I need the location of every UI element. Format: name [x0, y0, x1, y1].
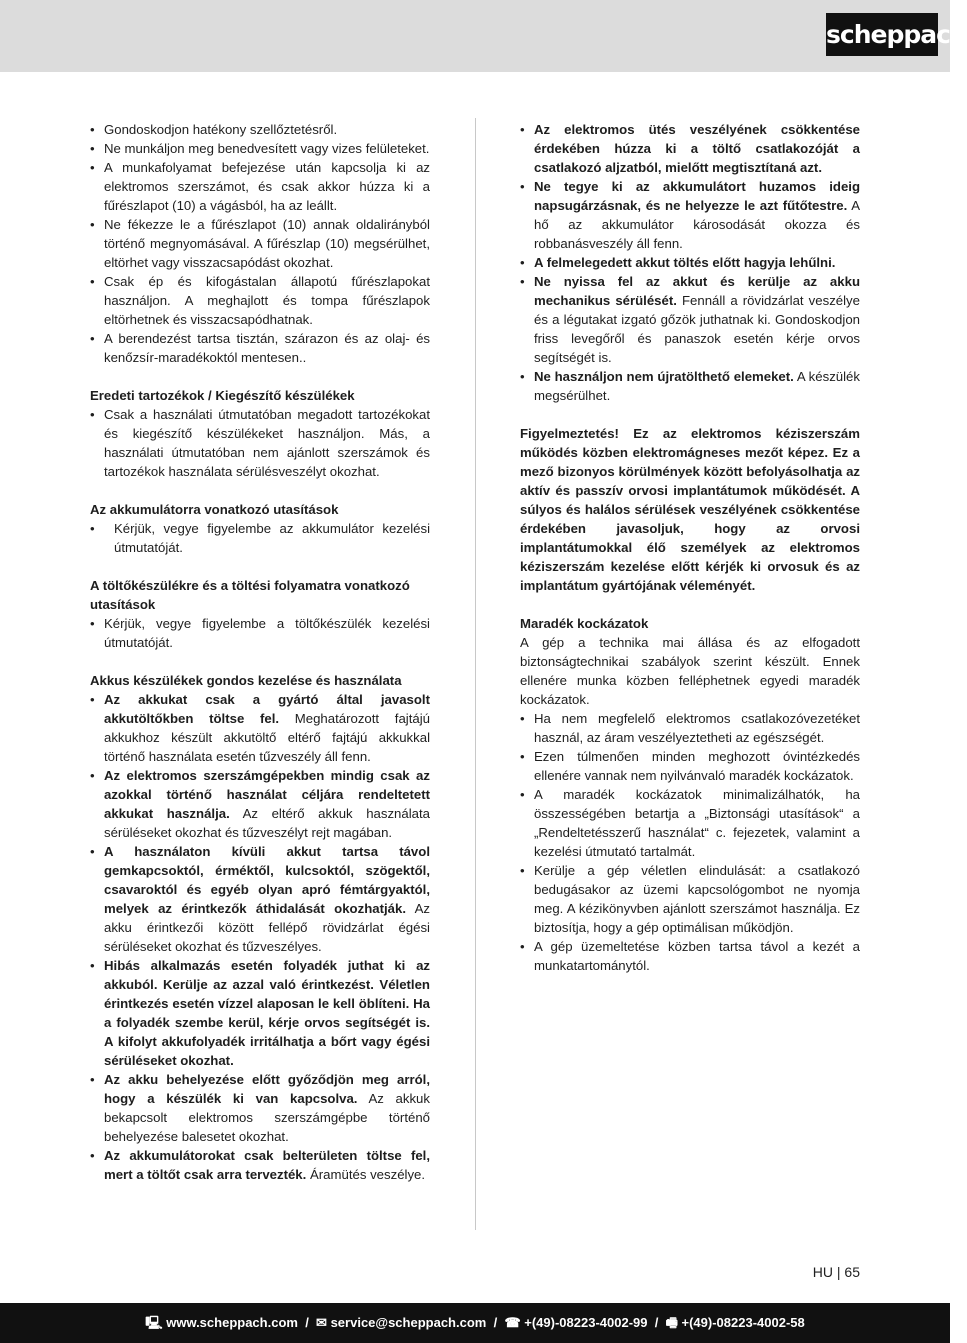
list-item: • Ne fékezze le a fűrészlapot (10) annak oldalirányból történő megnyomásával. A fűrészlap (10) megsérülhet, eltörhet vagy visszacsapódást okozhat. [90, 217, 430, 270]
list-item: • Ne nyissa fel az akkut és kerülje az akku mechanikus sérülését. Fennáll a rövidzárlat veszélye és a légutakat izgató gőzök juthatnak ki. Gondoskodjon friss levegőről és panaszok esetén kérje orvos segítségét is. [520, 274, 860, 365]
page-number: HU | 65 [812, 1264, 860, 1280]
list-item: • Hibás alkalmazás esetén folyadék juthat ki az akkuból. Kerülje az azzal való érintkezést. Véletlen érintkezés esetén vízzel alaposan le kell öblíteni. Ha a folyadék szembe kerül, kérje orvos segítségét is. A kifolyt akkufolyadék irritálhatja a bőrt vagy égési sérüléseket okozhat. [90, 958, 430, 1068]
brand-logo: scheppach [826, 13, 938, 56]
fax-icon: 🖷 [665, 1315, 678, 1330]
list-item: • A használaton kívüli akkut tartsa távol gemkapcsoktól, érméktől, kulcsoktól, szögektől, csavaroktól és egyéb olyan apró fémtárgyaktól, melyek az érintkezők áthidalását okozhatják. Az akku érintkezői között fellépő rövidzárlat égési sérüléseket okozhat és tűzveszélyes. [90, 844, 431, 954]
list-item: • Az elektromos ütés veszélyének csökkentése érdekében húzza ki a töltő csatlakozóját a csatlakozó aljzatból, mielőtt megtisztítaná azt. [520, 122, 860, 175]
bullet: • [520, 255, 525, 270]
list-item: • Ne munkáljon meg benedvesített vagy vizes felületeket. [90, 141, 430, 156]
column-divider [475, 118, 476, 1230]
list-item: • Kérjük, vegye figyelembe a töltőkészülék kezelési útmutatóját. [90, 616, 430, 650]
list-item: • Kérjük, vegye figyelembe az akkumulátor kezelési útmutatóját. [90, 521, 430, 555]
list-item: • A munkafolyamat befejezése után kapcsolja ki az elektromos szerszámot, és csak akkor húzza ki a fűrészlapot (10) a vágásból, ha az leállt. [90, 160, 430, 213]
list-item: • Az akkumulátorokat csak belterületen töltse fel, mert a töltőt csak arra tervezték. Áramütés veszélye. [90, 1148, 430, 1182]
list-item: • Csak a használati útmutatóban megadott tartozékokat és kiegészítő készülékeket használjon. Más, a használati útmutatóban nem ajánlott szerszámok és tartozékok használata sérülésveszélyt okozhat. [90, 407, 430, 479]
bullet: • [520, 749, 525, 764]
bullet: • [520, 863, 525, 878]
bullet: • [90, 1148, 95, 1163]
phone-number: +(49)-08223-4002-99 [524, 1315, 648, 1330]
bullet: • [90, 407, 95, 422]
bullet: • [90, 217, 95, 232]
intro-paragraph: A gép a technika mai állása és az elfogadott biztonságtechnikai szabályok szerint készült. Ennek ellenére munka közben felléphetnek egyedi maradék kockázatok. [520, 635, 860, 707]
bullet: • [90, 331, 95, 346]
computer-icon: 🖳 [145, 1315, 163, 1330]
bullet: • [90, 274, 95, 289]
bullet: • [90, 1072, 95, 1087]
section-heading: Az akkumulátorra vonatkozó utasítások [90, 502, 339, 517]
bullet: • [520, 711, 525, 726]
email-link[interactable]: service@scheppach.com [330, 1315, 487, 1330]
email-icon: ✉ [316, 1315, 327, 1330]
bullet: • [520, 179, 525, 194]
list-item: • Gondoskodjon hatékony szellőztetésről. [90, 122, 338, 137]
bullet: • [520, 787, 525, 802]
list-item: • A berendezést tartsa tisztán, szárazon és az olaj- és kenőzsír-maradékoktól mentesen.. [90, 331, 430, 365]
bullet: • [90, 844, 95, 859]
footer-bar: 🖳 www.scheppach.com / ✉ service@scheppach.com / ☎ +(49)-08223-4002-99 / 🖷 +(49)-08223-4002-58 [0, 1303, 950, 1343]
bullet: • [520, 122, 525, 137]
list-item: • Ezen túlmenően minden meghozott óvintézkedés ellenére vannak nem nyilvánvaló maradék kockázatok. [520, 749, 860, 783]
list-item: • Ne tegye ki az akkumulátort huzamos ideig napsugárzásnak, és ne helyezze le azt fűtőtestre. A hő az akkumulátor károsodását okozza és robbanásveszély áll fenn. [520, 179, 860, 251]
bullet: • [520, 939, 525, 954]
website-link[interactable]: www.scheppach.com [166, 1315, 298, 1330]
warning-paragraph: Figyelmeztetés! Ez az elektromos kéziszerszám működés közben elektromágneses mezőt képez. Ez a mező bizonyos körülmények között befolyásolhatja az aktív és passzív orvosi implantátumok működését. A súlyos és halálos sérülések veszélyének csökkentése érdekében javasoljuk, hogy az orvosi implantátumokkal élő személyek az elektromos kéziszerszám kezelése előtt kérjék ki orvosuk és az implantátum gyártójának véleményét. [520, 426, 860, 593]
list-item: • Az elektromos szerszámgépekben mindig csak az azokkal történő használat céljára rendeltetett akkukat használja. Az eltérő akkuk használata sérüléseket okozhat és tűzveszélyt rejt magában. [90, 768, 430, 840]
section-heading: A töltőkészülékre és a töltési folyamatra vonatkozó utasítások [90, 578, 410, 612]
list-item: • Az akkukat csak a gyártó által javasolt akkutöltőkben töltse fel. Meghatározott fajtájú akkukhoz készült akkutöltő eltérő fajtájú akkukkal történő használata esetén tűzveszély áll fenn. [90, 692, 430, 764]
section-heading: Eredeti tartozékok / Kiegészítő készülékek [90, 388, 355, 403]
section-heading: Akkus készülékek gondos kezelése és használata [90, 673, 402, 688]
bullet: • [90, 160, 95, 175]
bullet: • [520, 369, 525, 384]
bullet: • [90, 692, 95, 707]
bullet: • [90, 616, 95, 631]
list-item: • Ne használjon nem újratölthető elemeket. A készülék megsérülhet. [520, 369, 860, 403]
list-item: • Ha nem megfelelő elektromos csatlakozóvezetéket használ, az áram veszélyeztetheti az egészségét. [520, 711, 860, 745]
top-bar [0, 0, 967, 72]
bullet: • [90, 768, 95, 783]
fax-number: +(49)-08223-4002-58 [681, 1315, 805, 1330]
bullet: • [90, 958, 95, 973]
right-column [520, 120, 860, 975]
list-item: • Az akku behelyezése előtt győződjön meg arról, hogy a készülék ki van kapcsolva. Az akkuk bekapcsolt elektromos szerszámgépbe történő behelyezése balesetet okozhat. [90, 1072, 430, 1144]
list-item: • A felmelegedett akkut töltés előtt hagyja lehűlni. [520, 255, 836, 270]
phone-icon: ☎ [504, 1315, 521, 1330]
bullet: • [90, 141, 95, 156]
list-item: • Csak ép és kifogástalan állapotú fűrészlapokat használjon. A meghajlott és tompa fűrészlapok eltörhetnek és visszacsapódhatnak. [90, 274, 430, 327]
list-item: • A gép üzemeltetése közben tartsa távol a kezét a munkatartománytól. [520, 939, 860, 973]
bullet: • [90, 521, 95, 536]
bullet: • [90, 122, 95, 137]
bullet: • [520, 274, 525, 289]
left-column [90, 120, 430, 1184]
section-heading: Maradék kockázatok [520, 616, 649, 631]
list-item: • A maradék kockázatok minimalizálhatók, ha összességében betartja a „Biztonsági utasítások“ a „Rendeltetésszerű használat“ c. fejezetek, valamint a kezelési útmutató tartalmát. [520, 787, 860, 859]
list-item: • Kerülje a gép véletlen elindulását: a csatlakozó bedugásakor az üzemi kapcsológombot ne nyomja meg. A kézikönyvben ajánlott szerszámot használja. Ez biztosítja, hogy a gép optimálisan működjön. [520, 863, 860, 935]
